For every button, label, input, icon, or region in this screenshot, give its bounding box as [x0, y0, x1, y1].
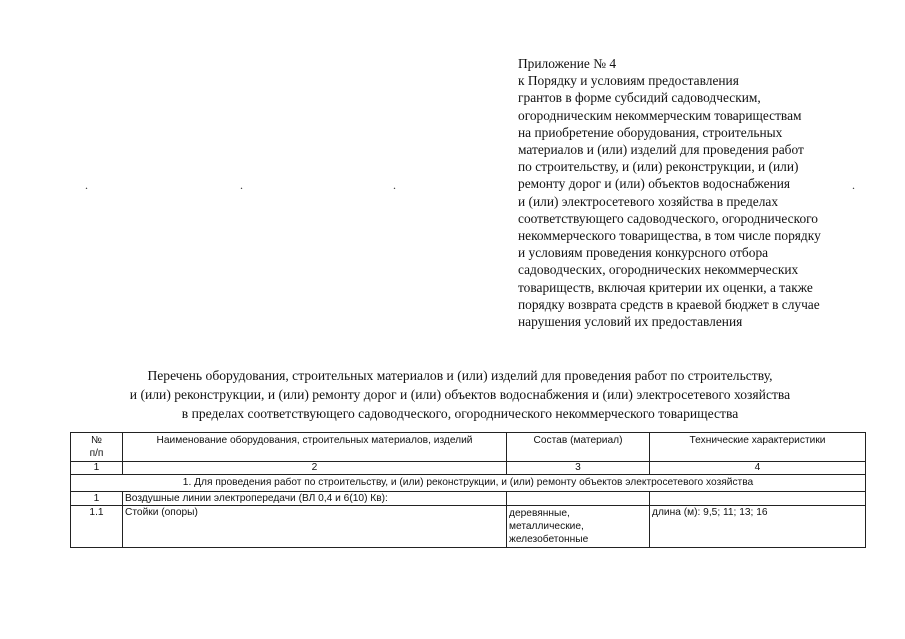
row-num: 1 [71, 492, 123, 506]
row-num: 1.1 [71, 506, 123, 548]
column-number: 1 [71, 462, 123, 475]
title-line: и (или) реконструкции, и (или) ремонту дорог и (или) объектов водоснабжения и (или) электросетевого хозяйства [129, 387, 791, 402]
row-specs: длина (м): 9,5; 11; 13; 16 [650, 506, 866, 548]
appendix-line: и (или) электросетевого хозяйства в пределах [518, 193, 779, 209]
document-title [40, 366, 880, 423]
scan-speck: . [852, 178, 855, 192]
column-number: 3 [507, 462, 650, 475]
appendix-line: к Порядку и условиям предоставления [518, 73, 739, 89]
title-line: Перечень оборудования, строительных материалов и (или) изделий для проведения работ по строительству, [147, 368, 773, 383]
table-row [71, 506, 866, 548]
appendix-line: материалов и (или) изделий для проведения работ [518, 142, 804, 158]
scan-speck: . [393, 178, 396, 192]
row-composition [507, 492, 650, 506]
section-row [71, 475, 866, 492]
scan-speck: . [85, 178, 88, 192]
column-number-row [71, 462, 866, 475]
header-name: Наименование оборудования, строительных материалов, изделий [123, 433, 507, 462]
appendix-line: садоводческих, огороднических некоммерческих [518, 262, 799, 278]
row-composition [507, 506, 650, 548]
column-number: 2 [123, 462, 507, 475]
appendix-line: некоммерческого товарищества, в том числе порядку [518, 228, 821, 244]
appendix-line: товариществ, включая критерии их оценки, а также [518, 279, 813, 295]
header-composition: Состав (материал) [507, 433, 650, 462]
appendix-line: по строительству, и (или) реконструкции, и (или) [518, 159, 799, 175]
column-number: 4 [650, 462, 866, 475]
appendix-line: грантов в форме субсидий садоводческим, [518, 90, 761, 106]
table-header-row [71, 433, 866, 462]
row-specs [650, 492, 866, 506]
appendix-line: нарушения условий их предоставления [518, 314, 743, 330]
material-item: деревянные, [509, 508, 570, 519]
scan-speck: . [240, 178, 243, 192]
appendix-line: на приобретение оборудования, строительных [518, 124, 783, 140]
appendix-line: порядку возврата средств в краевой бюджет в случае [518, 296, 820, 312]
appendix-line: и условиям проведения конкурсного отбора [518, 245, 769, 261]
section-title: 1. Для проведения работ по строительству, и (или) реконструкции, и (или) ремонту объектов электросетевого хозяйства [71, 475, 866, 492]
table-row [71, 492, 866, 506]
row-name: Стойки (опоры) [123, 506, 507, 548]
header-num: № п/п [71, 433, 123, 462]
material-item: железобетонные [509, 534, 589, 545]
appendix-line: огородническим некоммерческим товариществам [518, 107, 802, 123]
title-line: в пределах соответствующего садоводческого, огороднического некоммерческого товарищества [181, 406, 739, 421]
equipment-table [70, 432, 866, 548]
row-name: Воздушные линии электропередачи (ВЛ 0,4 и 6(10) Кв): [123, 492, 507, 506]
header-specs: Технические характеристики [650, 433, 866, 462]
appendix-line: Приложение № 4 [518, 56, 617, 71]
appendix-line: ремонту дорог и (или) объектов водоснабжения [518, 176, 791, 192]
material-item: металлические, [509, 521, 584, 532]
appendix-line: соответствующего садоводческого, огороднического [518, 210, 818, 226]
appendix-header [518, 55, 888, 330]
